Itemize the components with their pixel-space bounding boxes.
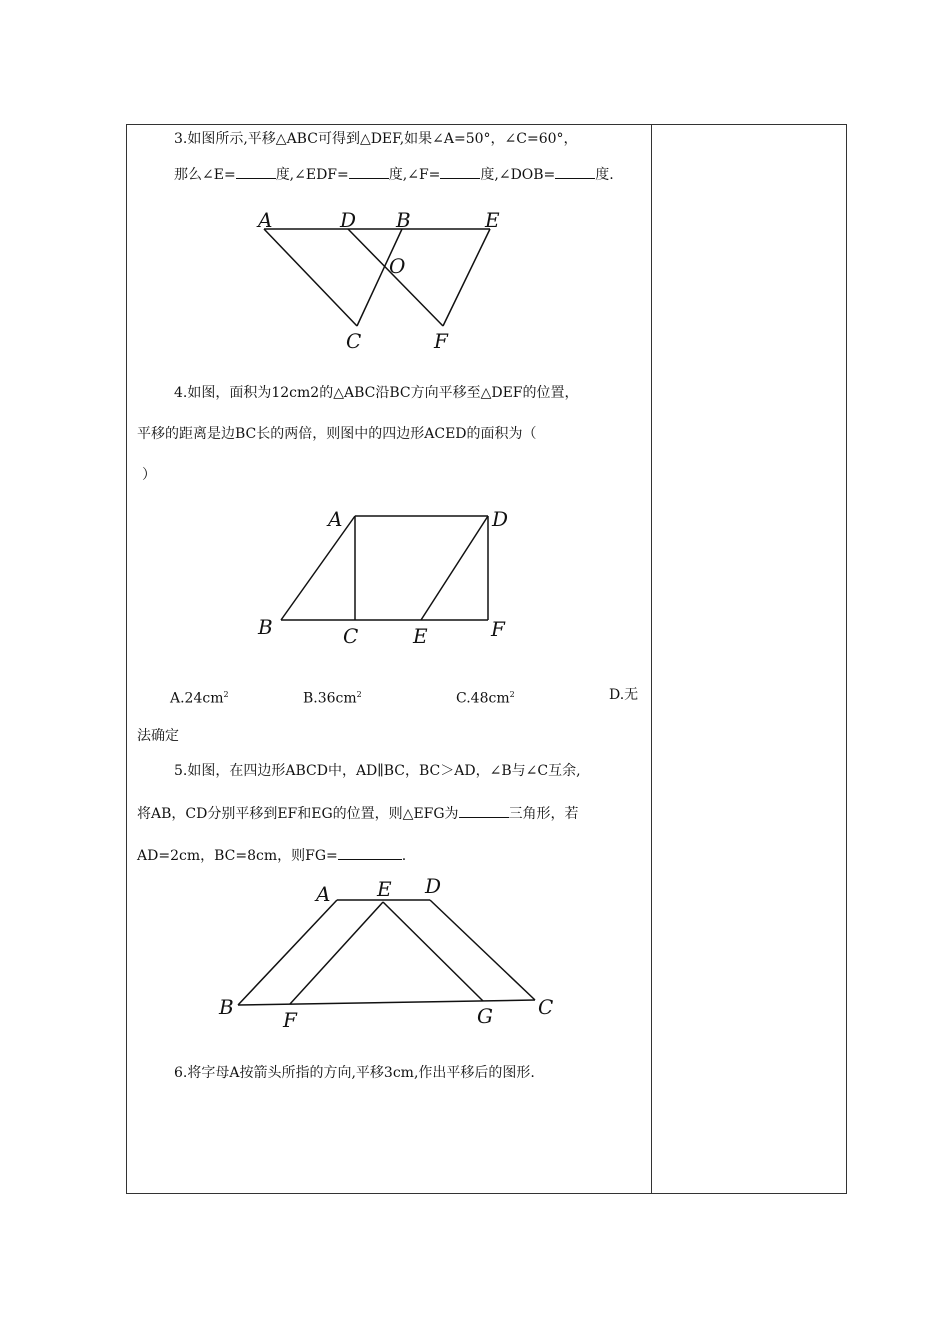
q4-line3: ） bbox=[142, 467, 156, 483]
q4-option-b[interactable] bbox=[303, 686, 362, 708]
q5-label-e: E bbox=[377, 877, 392, 901]
q3-text-1: 那么∠E= bbox=[174, 167, 236, 183]
q3-text-5: 度. bbox=[595, 167, 614, 183]
q3-label-o: O bbox=[389, 254, 406, 278]
q5-label-c: C bbox=[538, 995, 554, 1019]
q5-line3-text-b: . bbox=[401, 848, 407, 864]
q4-label-c: C bbox=[343, 624, 359, 648]
q4-option-d-label: D.无 bbox=[609, 687, 639, 703]
q3-line1: 3.如图所示,平移△ABC可得到△DEF,如果∠A=50°，∠C=60°， bbox=[174, 131, 578, 147]
q4-option-a[interactable] bbox=[170, 686, 229, 708]
q3-label-b: B bbox=[396, 208, 411, 232]
q3-label-c: C bbox=[346, 329, 362, 353]
q3-text-2: 度,∠EDF= bbox=[275, 167, 349, 183]
q4-option-d[interactable] bbox=[609, 686, 638, 704]
q5-label-g: G bbox=[477, 1004, 493, 1028]
q3-label-a: A bbox=[258, 208, 273, 232]
q4-option-c-label: C.48cm bbox=[456, 690, 510, 707]
q3-label-d: D bbox=[340, 208, 357, 232]
q3-label-f: F bbox=[434, 329, 448, 353]
q3-text-4: 度,∠DOB= bbox=[480, 167, 556, 183]
q5-line1: 5.如图，在四边形ABCD中，AD∥BC，BC＞AD，∠B与∠C互余, bbox=[174, 763, 581, 779]
q4-option-a-label: A.24cm bbox=[170, 690, 224, 707]
q4-option-b-label: B.36cm bbox=[303, 690, 357, 707]
q4-label-f: F bbox=[491, 617, 505, 641]
q4-option-b-sup: 2 bbox=[356, 690, 362, 699]
q5-label-b: B bbox=[219, 995, 234, 1019]
q5-line2-text-a: 将AB，CD分别平移到EF和EG的位置，则△EFG为 bbox=[137, 806, 459, 822]
q5-label-f: F bbox=[283, 1008, 297, 1032]
q4-label-d: D bbox=[492, 507, 509, 531]
q5-line2 bbox=[137, 803, 579, 823]
q4-option-a-sup: 2 bbox=[223, 690, 229, 699]
q5-label-a: A bbox=[316, 882, 331, 906]
q4-line1: 4.如图，面积为12cm2的△ABC沿BC方向平移至△DEF的位置， bbox=[174, 385, 579, 401]
q4-option-c[interactable] bbox=[456, 686, 515, 708]
q4-label-e: E bbox=[413, 624, 428, 648]
q4-line2: 平移的距离是边BC长的两倍，则图中的四边形ACED的面积为（ bbox=[137, 426, 537, 442]
q5-line3 bbox=[137, 845, 406, 865]
q4-option-d-cont: 法确定 bbox=[137, 728, 179, 744]
q3-label-e: E bbox=[485, 208, 500, 232]
q4-label-b: B bbox=[258, 615, 273, 639]
q5-blank-2[interactable] bbox=[338, 845, 402, 860]
q4-option-c-sup: 2 bbox=[509, 690, 515, 699]
q4-label-a: A bbox=[328, 507, 343, 531]
q5-line2-text-b: 三角形，若 bbox=[508, 806, 579, 822]
q6-line1: 6.将字母A按箭头所指的方向,平移3cm,作出平移后的图形. bbox=[174, 1065, 535, 1081]
q5-label-d: D bbox=[425, 874, 442, 898]
q5-blank-1[interactable] bbox=[459, 803, 509, 818]
q5-line3-text-a: AD=2cm，BC=8cm，则FG= bbox=[137, 848, 338, 864]
q3-text-3: 度,∠F= bbox=[388, 167, 441, 183]
